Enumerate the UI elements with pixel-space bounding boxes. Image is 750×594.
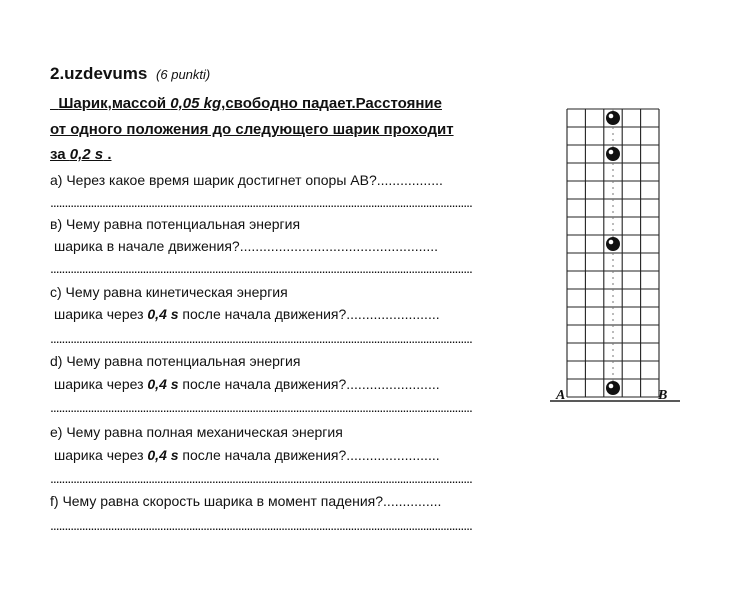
ball [606, 381, 620, 395]
time-value-e: 0,4 s [147, 447, 179, 463]
ball-highlight [609, 384, 614, 389]
question-e-line-1: е) Чему равна полная механическая энергия [50, 424, 343, 440]
time-value-d: 0,4 s [147, 376, 179, 392]
question-d-line-1: d) Чему равна потенциальная энергия [50, 353, 301, 369]
answer-line-d[interactable]: .................................................................................................................................................. [50, 399, 472, 415]
intro-line-3: за 0,2 s . [50, 146, 112, 163]
question-b-line-1: в) Чему равна потенциальная энергия [50, 216, 301, 232]
ball [606, 237, 620, 251]
label-b: B [658, 388, 668, 403]
intro-line-1: Шарик,массой 0,05 kg,свободно падает.Расстояние [58, 95, 442, 112]
falling-ball-diagram [540, 100, 690, 435]
answer-line-b[interactable]: .................................................................................................................................................. [50, 260, 472, 276]
answer-line-a[interactable]: .................................................................................................................................................. [50, 194, 472, 210]
question-d-line-2: шарика через 0,4 s после начала движения?........................ [54, 376, 440, 392]
task-points: (6 punkti) [156, 67, 211, 82]
ball-highlight [609, 150, 614, 155]
answer-line-f[interactable]: .................................................................................................................................................. [50, 517, 472, 533]
ball [606, 111, 620, 125]
intro-line-2: от одного положения до следующего шарик проходит [50, 121, 454, 138]
task-number: 2.uzdevums [50, 64, 148, 83]
question-b-line-2: шарика в начале движения?................................................... [54, 238, 439, 254]
time-value-c: 0,4 s [147, 306, 179, 322]
label-a: A [556, 388, 566, 403]
mass-value: 0,05 kg [170, 95, 222, 112]
question-f: f) Чему равна скорость шарика в момент падения?............... [50, 493, 442, 509]
interval-value: 0,2 s [69, 146, 104, 163]
answer-line-e[interactable]: .................................................................................................................................................. [50, 470, 472, 486]
ball-highlight [609, 114, 614, 119]
ball [606, 147, 620, 161]
task-title [50, 64, 210, 84]
ball-highlight [609, 240, 614, 245]
question-c-line-1: с) Чему равна кинетическая энергия [50, 284, 288, 300]
question-a: а) Через какое время шарик достигнет опоры АВ?................. [50, 172, 443, 188]
answer-line-c[interactable]: .................................................................................................................................................. [50, 330, 472, 346]
question-c-line-2: шарика через 0,4 s после начала движения?........................ [54, 306, 440, 322]
question-e-line-2: шарика через 0,4 s после начала движения?........................ [54, 447, 440, 463]
